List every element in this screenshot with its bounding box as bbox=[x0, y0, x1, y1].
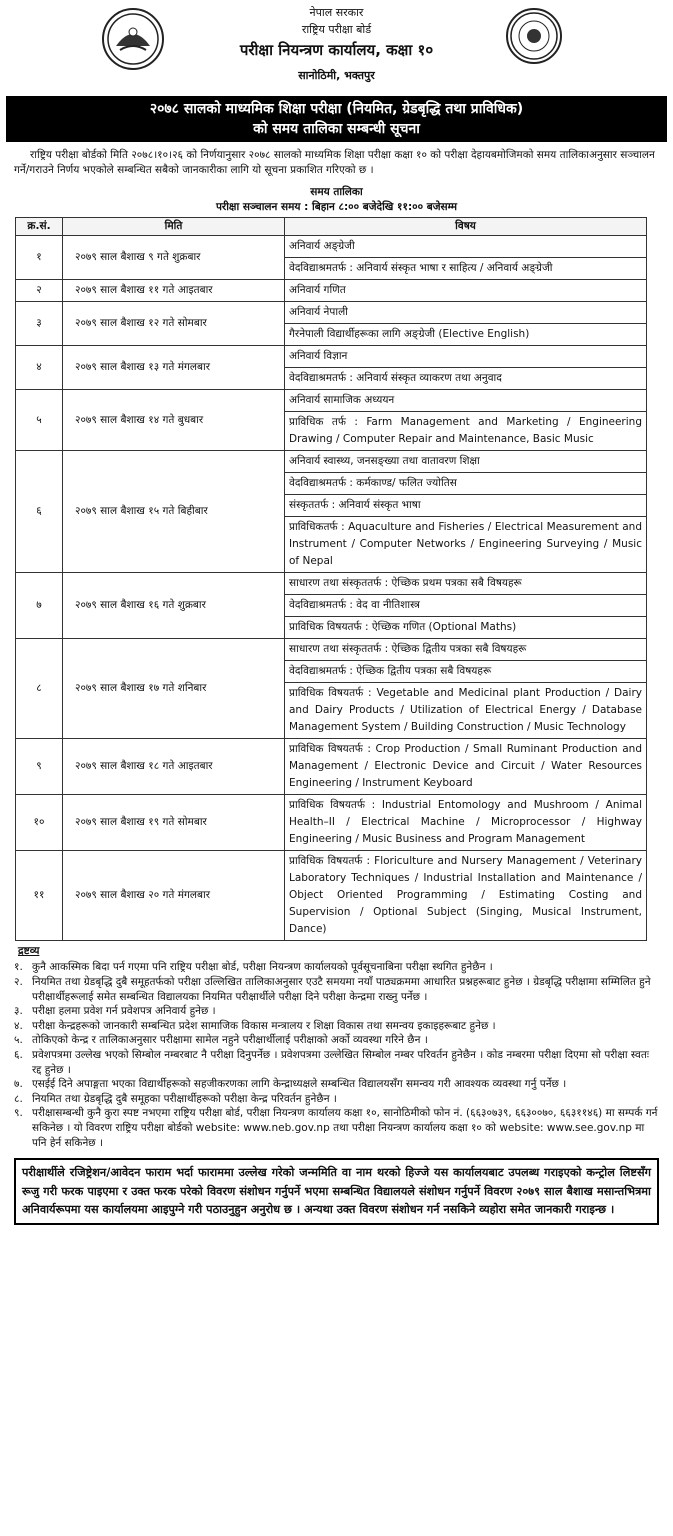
table-row bbox=[16, 739, 647, 795]
note-text: प्रवेशपत्रमा उल्लेख भएको सिम्बोल नम्बरबाट नै परीक्षा दिनुपर्नेछ । प्रवेशपत्रमा उल्लेखित सिम्बोल नम्बर परिवर्तन हुनेछैन । कोड नम्बरमा परीक्षा दिएमा सो परीक्षा स्वतः रद्द हुनेछ । bbox=[32, 1048, 649, 1076]
row-serial: ११ bbox=[16, 851, 63, 941]
note-item bbox=[14, 1092, 659, 1107]
note-item bbox=[14, 1033, 659, 1048]
subject-entry: अनिवार्य गणित bbox=[289, 284, 346, 297]
row-serial: ६ bbox=[16, 451, 63, 573]
subject-entry: प्राविधिक विषयतर्फ : Crop Production / Small Ruminant Production and Management / Electronic Device and Circuit / Water Resources Engineering / Instrument Keyboard bbox=[289, 743, 642, 790]
subject-entry: वेदविद्याश्रमतर्फ : वेद वा नीतिशास्त्र bbox=[285, 595, 646, 617]
note-text: परीक्षा केन्द्रहरूको जानकारी सम्बन्धित प्रदेश सामाजिक विकास मन्त्रालय र शिक्षा विकास तथा समन्वय इकाइहरूबाट हुनेछ । bbox=[32, 1019, 496, 1032]
note-item bbox=[14, 960, 659, 975]
note-number: ७. bbox=[14, 1078, 23, 1091]
important-notice-box: परीक्षार्थीले रजिष्ट्रेशन/आवेदन फाराम भर्दा फाराममा उल्लेख गरेको जन्ममिति वा नाम थरको हिज्जे यस कार्यालयबाट उपलब्ध गराइएको कन्ट्रोल लिष्टसँग रूजु गरी फरक पाइएमा र उक्त फरक परेको विवरण संशोधन गर्नुपर्ने भएमा सम्बन्धित विद्यालयले संशोधन गर्नुपर्ने विवरण २०७९ साल बैशाख मसान्तभित्रमा अनिवार्यरूपमा यस कार्यालयमा आइपुग्ने गरी पठाउनुहुन अनुरोध छ । अन्यथा उक्त विवरण संशोधन गर्न नसकिने व्यहोरा समेत जानकारी गराइन्छ । bbox=[14, 1158, 659, 1225]
row-serial: ४ bbox=[16, 346, 63, 390]
row-serial: २ bbox=[16, 280, 63, 302]
row-subjects bbox=[285, 739, 647, 795]
subject-entry: प्राविधिक विषयतर्फ : Vegetable and Medicinal plant Production / Dairy and Dairy Products / Utilization of Electrical Energy / Database Management System / Building Construction / Music Technology bbox=[289, 687, 642, 734]
note-text: एसईई दिने अपाङ्गता भएका विद्यार्थीहरूको सहजीकरणका लागि केन्द्राध्यक्षले सम्बन्धित विद्यालयसँग समन्वय गरी आवश्यक व्यवस्था गर्नु पर्नेछ । bbox=[32, 1078, 567, 1091]
row-date: २०७९ साल बैशाख १६ गते शुक्रबार bbox=[63, 573, 285, 639]
subject-entry: प्राविधिकतर्फ : Aquaculture and Fisheries / Electrical Measurement and Instrument / Computer Networks / Engineering Surveying / Music of Nepal bbox=[289, 521, 642, 568]
note-number: २. bbox=[14, 975, 23, 988]
row-date: २०७९ साल बैशाख १७ गते शनिबार bbox=[63, 639, 285, 739]
row-subjects bbox=[285, 795, 647, 851]
row-subjects bbox=[285, 280, 647, 302]
row-subjects bbox=[285, 851, 647, 941]
header bbox=[0, 0, 673, 96]
table-row bbox=[16, 280, 647, 302]
row-serial: ७ bbox=[16, 573, 63, 639]
subject-entry: प्राविधिक विषयतर्फ : Industrial Entomology and Mushroom / Animal Health–II / Electrical Machine / Microprocessor / Highway Engineering / Music Business and Program Management bbox=[289, 799, 642, 846]
row-subjects bbox=[285, 302, 647, 346]
subject-entry: वेदविद्याश्रमतर्फ : अनिवार्य संस्कृत भाषा र साहित्य / अनिवार्य अङ्ग्रेजी bbox=[289, 262, 553, 275]
row-date: २०७९ साल बैशाख १५ गते बिहीबार bbox=[63, 451, 285, 573]
table-row bbox=[16, 795, 647, 851]
banner-line-1: २०७८ सालको माध्यमिक शिक्षा परीक्षा (नियमित, ग्रेडबृद्धि तथा प्राविधिक) bbox=[149, 101, 524, 117]
subject-entry: वेदविद्याश्रमतर्फ : ऐच्छिक द्वितीय पत्रका सबै विषयहरू bbox=[285, 661, 646, 683]
row-serial: ८ bbox=[16, 639, 63, 739]
timetable-body bbox=[16, 236, 647, 941]
note-item bbox=[14, 1048, 659, 1077]
row-subjects bbox=[285, 236, 647, 280]
table-row bbox=[16, 451, 647, 573]
note-item bbox=[14, 975, 659, 1004]
subject-entry: प्राविधिक विषयतर्फ : ऐच्छिक गणित (Optional Maths) bbox=[289, 621, 517, 634]
table-header-row bbox=[16, 218, 647, 236]
table-row bbox=[16, 390, 647, 451]
note-text: परीक्षा हलमा प्रवेश गर्न प्रवेशपत्र अनिवार्य हुनेछ । bbox=[32, 1005, 216, 1018]
office-address: सानोठिमी, भक्तपुर bbox=[298, 69, 375, 83]
row-subjects bbox=[285, 390, 647, 451]
subject-entry: साधारण तथा संस्कृततर्फ : ऐच्छिक द्वितीय पत्रका सबै विषयहरू bbox=[285, 639, 646, 661]
notes-heading: द्रष्टव्य bbox=[18, 945, 40, 958]
row-serial: ५ bbox=[16, 390, 63, 451]
note-number: ४. bbox=[14, 1019, 23, 1032]
note-number: ६. bbox=[14, 1048, 23, 1061]
gov-name: नेपाल सरकार bbox=[309, 6, 364, 19]
note-item bbox=[14, 1077, 659, 1092]
note-text: कुनै आकस्मिक बिदा पर्न गएमा पनि राष्ट्रिय परीक्षा बोर्ड, परीक्षा नियन्त्रण कार्यालयको पूर्वसूचनाबिना परीक्षा स्थगित हुनेछैन । bbox=[32, 961, 493, 974]
row-serial: १० bbox=[16, 795, 63, 851]
timetable-time: परीक्षा सञ्चालन समय : बिहान ८:०० बजेदेखि ११:०० बजेसम्म bbox=[215, 201, 458, 214]
row-date: २०७९ साल बैशाख २० गते मंगलबार bbox=[63, 851, 285, 941]
subject-entry: वेदविद्याश्रमतर्फ : अनिवार्य संस्कृत व्याकरण तथा अनुवाद bbox=[289, 372, 502, 385]
col-date: मिति bbox=[63, 218, 285, 236]
note-item bbox=[14, 1106, 659, 1150]
subject-entry: अनिवार्य नेपाली bbox=[285, 302, 646, 324]
note-text: नियमित तथा ग्रेडबृद्धि दुबै समूहका परीक्षार्थीहरूको परीक्षा केन्द्र परिवर्तन हुनेछैन । bbox=[32, 1092, 337, 1105]
table-row bbox=[16, 236, 647, 280]
row-serial: ९ bbox=[16, 739, 63, 795]
col-subject: विषय bbox=[285, 218, 647, 236]
timetable-title: समय तालिका bbox=[310, 186, 363, 198]
row-date: २०७९ साल बैशाख ११ गते आइतबार bbox=[63, 280, 285, 302]
row-subjects bbox=[285, 346, 647, 390]
row-serial: ३ bbox=[16, 302, 63, 346]
table-row bbox=[16, 302, 647, 346]
row-date: २०७९ साल बैशाख १३ गते मंगलबार bbox=[63, 346, 285, 390]
intro-paragraph: राष्ट्रिय परीक्षा बोर्डको मिति २०७८।१०।२६ को निर्णयानुसार २०७८ सालको माध्यमिक शिक्षा परीक्षा कक्षा १० को परीक्षा देहायबमोजिमको समय तालिकाअनुसार सञ्चालन गर्ने/गराउने निर्णय भएकोले सम्बन्धित सबैको जानकारीका लागि यो सूचना प्रकाशित गरिएको छ । bbox=[14, 149, 655, 176]
notice-banner bbox=[6, 96, 667, 142]
subject-entry: वेदविद्याश्रमतर्फ : कर्मकाण्ड/ फलित ज्योतिस bbox=[285, 473, 646, 495]
col-serial: क्र.सं. bbox=[16, 218, 63, 236]
table-row bbox=[16, 851, 647, 941]
note-text: परीक्षासम्बन्धी कुनै कुरा स्पष्ट नभएमा राष्ट्रिय परीक्षा बोर्ड, परीक्षा नियन्त्रण कार्यालय कक्षा १०, सानोठिमीको फोन नं. (६६३०७३९, ६६३००७०, ६६३११४६) मा सम्पर्क गर्न सकिनेछ । यो विवरण राष्ट्रिय परीक्षा बोर्डको website: www.neb.gov.np तथा परीक्षा नियन्त्रण कार्यालय कक्षा १० को website: www.see.gov.np मा पनि हेर्न सकिनेछ । bbox=[32, 1107, 658, 1149]
note-item bbox=[14, 1004, 659, 1019]
note-number: ५. bbox=[14, 1034, 23, 1047]
note-text: तोकिएको केन्द्र र तालिकाअनुसार परीक्षामा सामेल नहुने परीक्षार्थीलाई परीक्षाको अर्को व्यवस्था गरिने छैन । bbox=[32, 1034, 428, 1047]
notes-list bbox=[14, 960, 659, 1150]
subject-entry: अनिवार्य स्वास्थ्य, जनसङ्ख्या तथा वातावरण शिक्षा bbox=[285, 451, 646, 473]
nepal-emblem-icon bbox=[102, 8, 164, 70]
row-date: २०७९ साल बैशाख ९ गते शुक्रबार bbox=[63, 236, 285, 280]
table-row bbox=[16, 346, 647, 390]
subject-entry: प्राविधिक विषयतर्फ : Floriculture and Nursery Management / Veterinary Laboratory Techniques / Industrial Installation and Maintenance / Object Oriented Programming / Estimating Costing and Supervision / Optional Subject (Singing, Musical Instrument, Dance) bbox=[289, 855, 642, 936]
row-serial: १ bbox=[16, 236, 63, 280]
subject-entry: साधारण तथा संस्कृततर्फ : ऐच्छिक प्रथम पत्रका सबै विषयहरू bbox=[285, 573, 646, 595]
row-date: २०७९ साल बैशाख १२ गते सोमबार bbox=[63, 302, 285, 346]
note-number: १. bbox=[14, 961, 23, 974]
row-subjects bbox=[285, 573, 647, 639]
subject-entry: गैरनेपाली विद्यार्थीहरूका लागि अङ्ग्रेजी (Elective English) bbox=[289, 328, 530, 341]
timetable bbox=[15, 217, 647, 941]
row-date: २०७९ साल बैशाख १८ गते आइतबार bbox=[63, 739, 285, 795]
subject-entry: संस्कृततर्फ : अनिवार्य संस्कृत भाषा bbox=[285, 495, 646, 517]
row-subjects bbox=[285, 451, 647, 573]
table-row bbox=[16, 573, 647, 639]
subject-entry: अनिवार्य अङ्ग्रेजी bbox=[285, 236, 646, 258]
subject-entry: प्राविधिक तर्फ : Farm Management and Marketing / Engineering Drawing / Computer Repair and Maintenance, Basic Music bbox=[289, 416, 642, 446]
note-item bbox=[14, 1019, 659, 1034]
subject-entry: अनिवार्य सामाजिक अध्ययन bbox=[285, 390, 646, 412]
row-subjects bbox=[285, 639, 647, 739]
office-name: परीक्षा नियन्त्रण कार्यालय, कक्षा १० bbox=[239, 40, 434, 59]
table-row bbox=[16, 639, 647, 739]
neb-seal-icon bbox=[506, 8, 562, 64]
note-text: नियमित तथा ग्रेडबृद्धि दुबै समूहतर्फको परीक्षा उल्लिखित तालिकाअनुसार एउटै समयमा नयाँ पाठ्यक्रममा आधारित प्रश्नहरूबाट हुनेछ । ग्रेडबृद्धि परीक्षामा सम्मिलित हुने परीक्षार्थीहरूलाई समेत सम्बन्धित विद्यालयका नियमित परीक्षार्थीले परीक्षा दिने परीक्षा केन्द्रमा राख्नु पर्नेछ । bbox=[32, 975, 651, 1003]
note-number: ९. bbox=[14, 1107, 23, 1120]
note-number: ८. bbox=[14, 1092, 23, 1105]
row-date: २०७९ साल बैशाख १४ गते बुधबार bbox=[63, 390, 285, 451]
row-date: २०७९ साल बैशाख १९ गते सोमबार bbox=[63, 795, 285, 851]
note-number: ३. bbox=[14, 1005, 23, 1018]
subject-entry: अनिवार्य विज्ञान bbox=[285, 346, 646, 368]
board-name: राष्ट्रिय परीक्षा बोर्ड bbox=[301, 22, 372, 36]
banner-line-2: को समय तालिका सम्बन्धी सूचना bbox=[253, 121, 420, 137]
